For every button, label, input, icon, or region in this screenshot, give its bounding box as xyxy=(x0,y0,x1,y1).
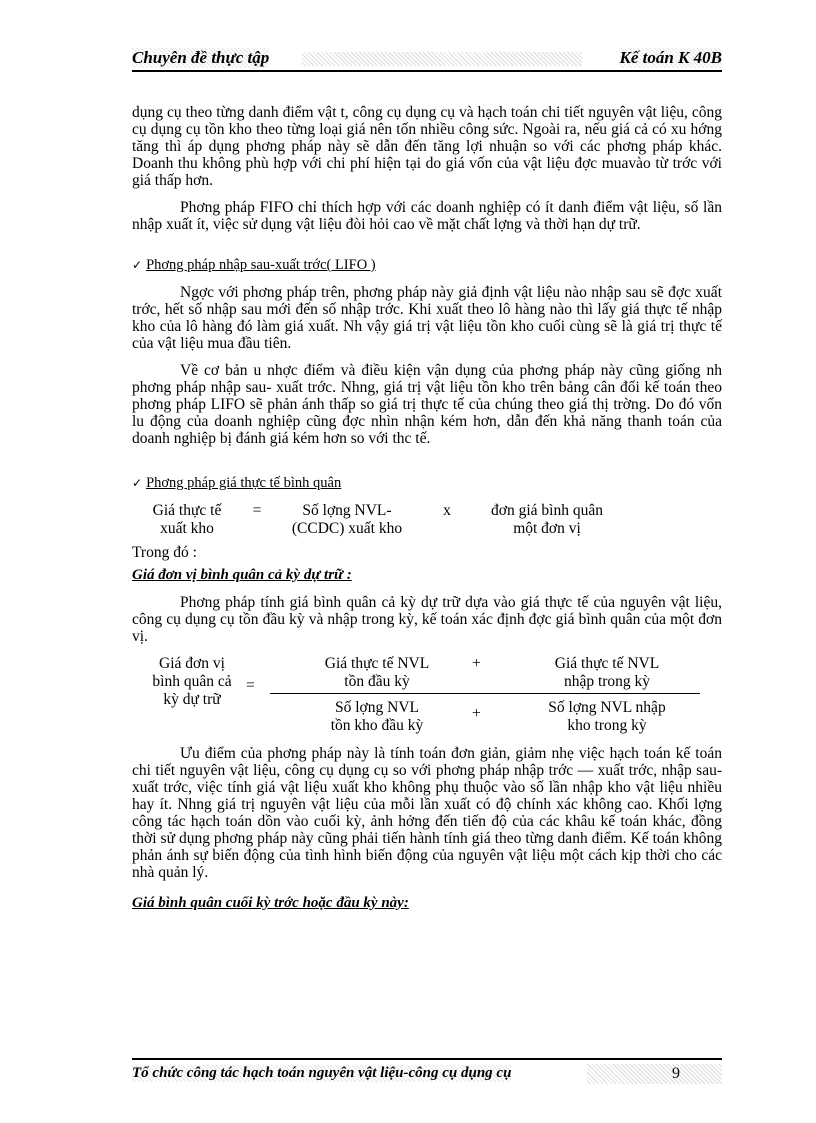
formula2-denominator-1 xyxy=(302,699,452,735)
trong-do-label: Trong đó : xyxy=(132,544,197,561)
formula2-numerator-2 xyxy=(532,655,682,691)
formula2-num2-line1: Giá thực tế NVL xyxy=(554,655,660,672)
formula2-lhs-line1: Giá đơn vị xyxy=(159,655,225,672)
paragraph-lifo-evaluation: Về cơ bản u nhợc điểm và điều kiện vận dụng của phơng pháp này cũng giống nh phơng pháp nhập sau- xuất trớc. Nhng, giá trị vật liệu tồn kho trên bảng cân đối kế toán theo phơng pháp LIFO sẽ phản ánh thấp so giá trị thực tế của chúng theo giá thị trờng. Do đó vốn lu động của doanh nghiệp cũng đợc nhìn nhận kém hơn, dẫn đến khả năng thanh toán của doanh nghiệp bị đánh giá kém hơn so với thc tế. xyxy=(132,362,722,447)
formula2-plus-top: + xyxy=(472,655,481,672)
header-left-title: Chuyên đề thực tập xyxy=(132,48,270,67)
footer-title: Tổ chức công tác hạch toán nguyên vật liệu-công cụ dụng cụ xyxy=(132,1065,512,1081)
header-shading xyxy=(302,52,582,66)
paragraph-period-average: Phơng pháp tính giá bình quân cả kỳ dự trữ dựa vào giá thực tế của nguyên vật liệu, công cụ dụng cụ tồn đầu kỳ và nhập trong kỳ, kế toán xác định đợc giá bình quân của một đơn vị. xyxy=(132,594,722,645)
footer-shading xyxy=(587,1064,722,1084)
section-lifo-heading xyxy=(132,257,722,274)
formula2-equals: = xyxy=(246,677,255,694)
formula2-den2-line1: Số lợng NVL nhập xyxy=(548,699,666,716)
paragraph-fifo-suitability: Phơng pháp FIFO chỉ thích hợp với các doanh nghiệp có ít danh điểm vật liệu, số lần nhập xuất ít, việc sử dụng vật liệu đòi hỏi cao về mặt chất lợng và thời hạn dự trữ. xyxy=(132,199,722,233)
formula2-den1-line2: tồn kho đầu kỳ xyxy=(330,717,424,734)
formula2-num1-line2: tồn đầu kỳ xyxy=(344,673,410,690)
formula1-mid-line2: (CCDC) xuất kho xyxy=(291,520,403,537)
checkmark-icon: ✓ xyxy=(132,258,143,272)
formula2-numerator-1 xyxy=(302,655,452,691)
formula1-equals: = xyxy=(252,502,262,519)
fraction-bar xyxy=(270,693,700,694)
formula1-rhs-line2: một đơn vị xyxy=(513,520,581,537)
formula1-multiply: x xyxy=(443,502,451,519)
page-header xyxy=(132,46,722,72)
formula2-num1-line1: Giá thực tế NVL xyxy=(324,655,430,672)
section-lifo-label: Phơng pháp nhập sau-xuất trớc( LIFO ) xyxy=(146,257,376,273)
formula1-rhs-line1: đơn giá bình quân xyxy=(491,502,603,519)
formula1-lhs-line2: xuất kho xyxy=(160,520,214,537)
formula-unit-average-price xyxy=(132,655,722,737)
subheading-period-average: Giá đơn vị bình quân cả kỳ dự trữ : xyxy=(132,567,352,583)
formula2-den1-line1: Số lợng NVL xyxy=(335,699,419,716)
page-body xyxy=(132,104,722,922)
formula2-lhs-line2: bình quân cả xyxy=(152,673,232,690)
formula2-den2-line2: kho trong kỳ xyxy=(567,717,647,734)
page-number: 9 xyxy=(672,1065,680,1082)
formula2-lhs-line3: kỳ dự trữ xyxy=(163,691,221,708)
paragraph-lifo-description: Ngợc với phơng pháp trên, phơng pháp này giả định vật liệu nào nhập sau sẽ đợc xuất trớc, hết số nhập sau mới đến số nhập trớc. Khi xuất theo lô hàng nào thì lấy giá thực tế nhập kho của lô hàng đó làm giá xuất. Nh vậy giá trị vật liệu tồn kho cuối cùng sẽ là giá trị thực tế của vật liệu mua đầu tiên. xyxy=(132,284,722,352)
subheading-previous-period-average: Giá bình quân cuối kỳ trớc hoặc đầu kỳ này: xyxy=(132,895,409,911)
formula1-lhs-line1: Giá thực tế xyxy=(152,502,222,519)
formula2-lhs xyxy=(132,655,252,709)
formula1-mid-line1: Số lợng NVL- xyxy=(302,502,392,519)
header-right-title: Kế toán K 40B xyxy=(619,48,722,67)
formula2-denominator-2 xyxy=(522,699,692,735)
section-average-heading xyxy=(132,475,722,492)
formula1-rhs xyxy=(472,502,622,538)
page-footer xyxy=(132,1058,722,1088)
formula2-plus-bottom: + xyxy=(472,705,481,722)
formula1-mid xyxy=(272,502,422,538)
section-average-label: Phơng pháp giá thực tế bình quân xyxy=(146,475,342,491)
formula2-num2-line2: nhập trong kỳ xyxy=(563,673,651,690)
checkmark-icon: ✓ xyxy=(132,476,143,490)
paragraph-advantages: Ưu điểm của phơng pháp này là tính toán đơn giản, giảm nhẹ việc hạch toán kế toán chi tiết nguyên vật liệu, công cụ dụng cụ so với phơng pháp nhập trớc — xuất trớc, nhập sau- xuất trớc, việc tính giá vật liệu xuất kho không phụ thuộc vào số lần nhập kho vật liệu nhiều hay ít. Nhng giá trị nguyên vật liệu của mỗi lần xuất có độ chính xác không cao. Khối lợng công tác hạch toán dồn vào cuối kỳ, ảnh hởng đến tiến độ của các khâu kế toán khác, đồng thời sử dụng phơng pháp này cũng phải tiến hành tính giá theo từng danh điểm. Kế toán không phản ánh sự biến động của tình hình biến động của nguyên vật liệu một cách kịp thời cho các nhà quản lý. xyxy=(132,745,722,881)
paragraph-1: dụng cụ theo từng danh điểm vật t, công cụ dụng cụ và hạch toán chi tiết nguyên vật liệu, công cụ dụng cụ tồn kho theo từng loại giá nên tốn nhiều công sức. Ngoài ra, nếu giá cả có xu hớng tăng thì áp dụng phơng pháp này sẽ dẫn đến tăng lợi nhuận so với các phơng pháp khác. Doanh thu không phù hợp với chi phí hiện tại do giá vốn của vật liệu đợc muavào từ trớc với giá thấp hơn. xyxy=(132,104,722,189)
formula1-lhs xyxy=(132,502,242,538)
formula-issue-price xyxy=(132,502,722,538)
